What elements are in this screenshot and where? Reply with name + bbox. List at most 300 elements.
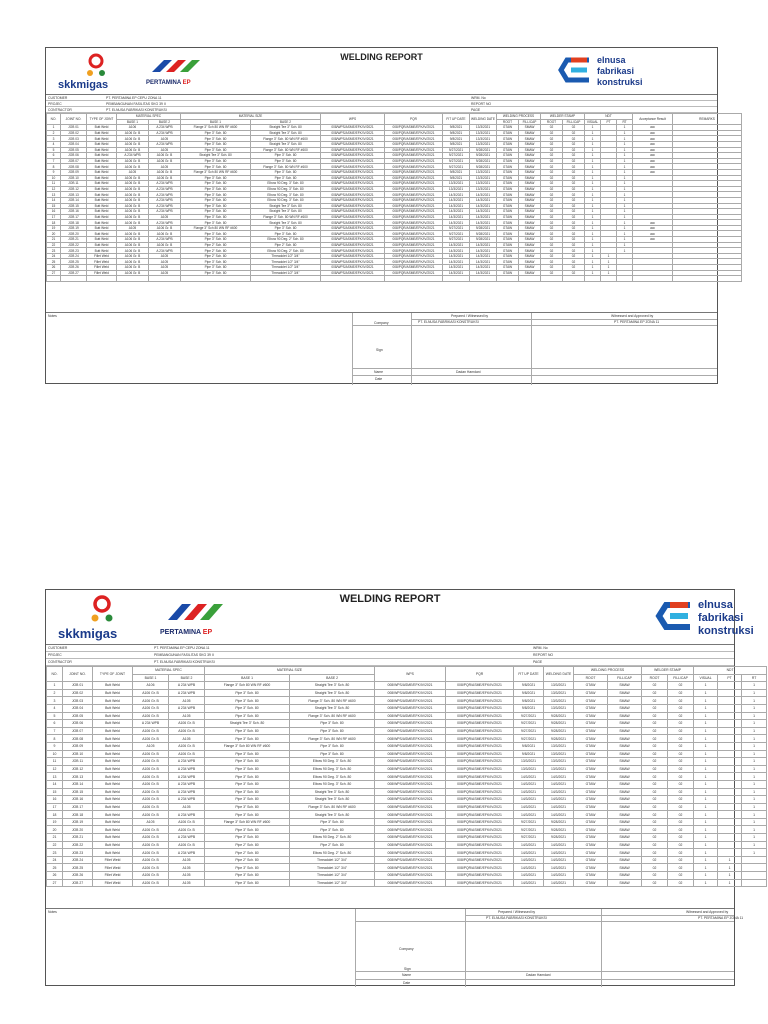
skkmigas-logo-text: skkmigas — [58, 79, 109, 91]
ndt-visual: 1 — [585, 248, 601, 254]
material-spec-base-2: A 234 WPB — [169, 811, 205, 819]
welding-date: 13/3/2021 — [544, 704, 574, 712]
joint-type: Butt Weld — [93, 811, 133, 819]
wps-cell: 008/WPS/ASME/EFK/IV/2021 — [321, 192, 385, 198]
material-spec-base-1: A106 Gr. B — [133, 765, 169, 773]
row-no: 22 — [47, 242, 61, 248]
process-root: GTAW — [497, 169, 519, 175]
stamp-root: 02 — [642, 727, 668, 735]
wps-cell: 008/WPS/ASME/EFK/IV/2021 — [321, 253, 385, 259]
col-header-stamp-root: ROOT — [541, 119, 563, 125]
customer-label: CUSTOMER — [48, 96, 68, 100]
joint-no: JOB 01 — [61, 125, 87, 131]
stamp-fillcap: 02 — [668, 682, 694, 690]
joint-type: Butt Weld — [93, 796, 133, 804]
company-owner: PT. PERTAMINA EP ZONA 11 — [698, 916, 744, 920]
material-spec-base-1: A106 Gr. B — [133, 727, 169, 735]
fitup-date: 14/3/2021 — [443, 197, 470, 203]
col-header-stamp-fillcap: FILL/CAP — [668, 674, 694, 682]
material-spec-base-2: A105 — [149, 253, 181, 259]
material-size-base-2: Pipe 3" Sch. 80 — [290, 720, 375, 728]
material-size-base-1: Pipe 3" Sch. 80 — [181, 237, 251, 243]
material-spec-base-2: A106 Gr. B — [149, 153, 181, 159]
welding-date: 14/3/2021 — [544, 811, 574, 819]
stamp-root: 02 — [541, 248, 563, 254]
wps-cell: 008/WPS/ASME/EFK/IV/2021 — [321, 186, 385, 192]
process-root: GTAW — [497, 130, 519, 136]
material-size-base-1: Pipe 2" Sch. 80 — [205, 841, 290, 849]
welding-report-sheet-2 — [45, 589, 757, 986]
row-no: 19 — [47, 818, 63, 826]
material-size-base-2: Pipe 3" Sch. 80 — [290, 742, 375, 750]
material-size-base-1: Flange 3" Sch 80 WN RF #600 — [205, 818, 290, 826]
ndt-rt: 1 — [617, 141, 633, 147]
table-row — [47, 742, 767, 750]
material-size-base-2: Elbow 90 Deg. 2" Sch. 80 — [251, 237, 321, 243]
pqr-cell: 008/PQR/ASME/EFK/IV/2021 — [446, 697, 514, 705]
col-header-size-base-2: BASE 2 — [290, 674, 375, 682]
ndt-visual: 1 — [585, 147, 601, 153]
process-root: GTAW — [497, 136, 519, 142]
ndt-visual: 1 — [694, 849, 718, 857]
elnusa-emblem-icon — [654, 596, 694, 636]
material-spec-base-2: A 234 WPB — [169, 788, 205, 796]
process-fillcap: SMAW — [608, 742, 642, 750]
wps-cell: 008/WPS/ASME/EFK/IV/2021 — [321, 225, 385, 231]
row-no: 8 — [47, 735, 63, 743]
pqr-cell: 008/PQR/ASME/EFK/IV/2021 — [385, 203, 443, 209]
process-root: GTAW — [574, 841, 608, 849]
pqr-cell: 008/PQR/ASME/EFK/IV/2021 — [446, 727, 514, 735]
stamp-root: 02 — [642, 849, 668, 857]
wps-cell: 008/WPS/ASME/EFK/IV/2021 — [321, 197, 385, 203]
fitup-date: 14/3/2021 — [514, 803, 544, 811]
ndt-rt: 1 — [617, 158, 633, 164]
pqr-cell: 008/PQR/ASME/EFK/IV/2021 — [446, 704, 514, 712]
process-root: GTAW — [574, 773, 608, 781]
ndt-visual: 1 — [585, 242, 601, 248]
acceptance-result: acc — [633, 164, 673, 170]
col-header-type: TYPE OF JOINT — [93, 667, 133, 682]
stamp-root: 02 — [642, 780, 668, 788]
wps-cell: 008/WPS/ASME/EFK/IV/2021 — [375, 818, 446, 826]
stamp-root: 02 — [541, 169, 563, 175]
row-no: 7 — [47, 727, 63, 735]
ndt-visual: 1 — [694, 834, 718, 842]
fitup-date: 9/8/2021 — [443, 125, 470, 131]
table-row — [47, 788, 767, 796]
report-header — [46, 48, 717, 95]
fitup-date: 13/3/2021 — [514, 758, 544, 766]
welding-date: 9/28/2021 — [470, 225, 497, 231]
material-size-base-2: Pipe 3" Sch. 80 — [251, 158, 321, 164]
row-no: 11 — [47, 758, 63, 766]
ndt-visual: 1 — [694, 704, 718, 712]
material-spec-base-2: A106 Gr. B — [169, 826, 205, 834]
col-header-process: WELDING PROCESS — [574, 667, 642, 675]
process-root: GTAW — [497, 231, 519, 237]
name-value: Dadan Hamdani — [526, 973, 551, 977]
pqr-cell: 008/PQR/ASME/EFK/IV/2021 — [385, 169, 443, 175]
row-no: 16 — [47, 796, 63, 804]
process-root: GTAW — [497, 158, 519, 164]
process-fillcap: SMAW — [608, 856, 642, 864]
material-spec-base-1: A106 Gr. B — [133, 735, 169, 743]
material-size-base-2: Straight Tee 3" Sch. 80 — [251, 203, 321, 209]
welding-date: 14/3/2021 — [470, 214, 497, 220]
wps-cell: 008/WPS/ASME/EFK/IV/2021 — [375, 758, 446, 766]
ndt-rt: 1 — [617, 181, 633, 187]
material-spec-base-2: A 234 WPB — [149, 125, 181, 131]
ndt-visual: 1 — [585, 164, 601, 170]
col-header-stamp: WELDER STAMP — [541, 114, 585, 120]
material-spec-base-1: A106 Gr. B — [117, 259, 149, 265]
col-header-base-2: BASE 2 — [149, 119, 181, 125]
table-row — [47, 864, 767, 872]
ndt-visual: 1 — [585, 225, 601, 231]
ndt-visual: 1 — [694, 697, 718, 705]
prepared-label: Prepared / Witnessed by — [498, 910, 536, 914]
fitup-date: 14/3/2021 — [443, 259, 470, 265]
col-header-wps: WPS — [375, 667, 446, 682]
wps-cell: 008/WPS/ASME/EFK/IV/2021 — [375, 834, 446, 842]
joint-type: Butt Weld — [93, 758, 133, 766]
material-spec-base-2: A 234 WPB — [169, 689, 205, 697]
ndt-rt — [742, 872, 767, 880]
ndt-rt: 1 — [617, 209, 633, 215]
ndt-rt: 1 — [742, 841, 767, 849]
material-size-base-1: Pipe 3" Sch. 80 — [205, 864, 290, 872]
ndt-visual: 1 — [694, 872, 718, 880]
process-fillcap: SMAW — [519, 153, 541, 159]
joint-no: JOB 10 — [63, 750, 93, 758]
pqr-cell: 008/PQR/ASME/EFK/IV/2021 — [385, 197, 443, 203]
ndt-rt: 1 — [617, 186, 633, 192]
material-size-base-2: Threadolet 1/2" 3/4" — [290, 879, 375, 887]
stamp-root: 02 — [642, 803, 668, 811]
stamp-fillcap: 02 — [668, 780, 694, 788]
joint-type: Fillet Weld — [93, 879, 133, 887]
joint-type: Butt Weld — [87, 125, 117, 131]
empty-cell — [617, 276, 633, 282]
row-no: 4 — [47, 141, 61, 147]
welding-date: 14/3/2021 — [470, 248, 497, 254]
welding-date: 13/3/2021 — [470, 175, 497, 181]
contractor-value: PT. ELNUSA FABRIKASI KONSTRUKSI — [154, 660, 215, 664]
joint-no: JOB 16 — [61, 209, 87, 215]
stamp-fillcap: 02 — [563, 125, 585, 131]
pertamina-logo — [156, 600, 236, 636]
ndt-visual: 1 — [694, 742, 718, 750]
joint-no: JOB 01 — [63, 682, 93, 690]
material-size-base-2: Elbow 90 Deg. 3" Sch. 80 — [290, 758, 375, 766]
material-size-base-2: Elbow 90 Deg. 3" Sch. 80 — [290, 773, 375, 781]
material-size-base-1: Pipe 3" Sch. 80 — [181, 130, 251, 136]
empty-cell — [181, 276, 251, 282]
process-root: GTAW — [574, 742, 608, 750]
material-size-base-2: Straight Tee 3" Sch. 80 — [251, 209, 321, 215]
acceptance-result: acc — [633, 153, 673, 159]
fitup-date: 9/8/2021 — [514, 742, 544, 750]
process-fillcap: SMAW — [519, 237, 541, 243]
ndt-pt: 1 — [601, 270, 617, 276]
wps-cell: 008/WPS/ASME/EFK/IV/2021 — [375, 704, 446, 712]
stamp-root: 02 — [541, 186, 563, 192]
empty-cell — [47, 276, 61, 282]
material-spec-base-1: A106 Gr. B — [117, 242, 149, 248]
material-spec-base-1: A106 Gr. B — [117, 209, 149, 215]
material-spec-base-1: A106 Gr. B — [133, 712, 169, 720]
wps-cell: 008/WPS/ASME/EFK/IV/2021 — [375, 856, 446, 864]
material-spec-base-2: A 234 WPB — [149, 141, 181, 147]
col-header-material-spec: MATERIAL SPEC — [117, 114, 181, 120]
material-spec-base-1: A106 Gr. B — [133, 849, 169, 857]
acceptance-result: acc — [633, 220, 673, 226]
contractor-row — [46, 659, 734, 666]
stamp-fillcap: 02 — [668, 796, 694, 804]
material-size-base-2: Straight Tee 3" Sch. 80 — [290, 704, 375, 712]
stamp-root: 02 — [642, 697, 668, 705]
material-spec-base-1: A106 Gr. B — [133, 788, 169, 796]
table-row — [47, 750, 767, 758]
ndt-visual: 1 — [694, 773, 718, 781]
row-no: 15 — [47, 203, 61, 209]
material-spec-base-1: A106 Gr. B — [133, 689, 169, 697]
pqr-cell: 008/PQR/ASME/EFK/IV/2021 — [385, 237, 443, 243]
project-label: PROJEC — [48, 102, 62, 106]
material-spec-base-2: A105 — [169, 697, 205, 705]
fitup-date: 9/8/2021 — [514, 689, 544, 697]
acceptance-result: acc — [633, 125, 673, 131]
process-fillcap: SMAW — [519, 175, 541, 181]
pqr-cell: 008/PQR/ASME/EFK/IV/2021 — [385, 220, 443, 226]
empty-cell — [321, 276, 385, 282]
joint-no: JOB 09 — [61, 169, 87, 175]
elnusa-line-1: elnusa — [698, 599, 733, 611]
ndt-pt — [718, 689, 742, 697]
ndt-visual: 1 — [694, 864, 718, 872]
stamp-root: 02 — [642, 758, 668, 766]
material-spec-base-2: A105 — [149, 164, 181, 170]
ndt-pt: 1 — [601, 265, 617, 271]
row-no: 26 — [47, 872, 63, 880]
stamp-fillcap: 02 — [563, 175, 585, 181]
material-spec-base-1: A106 Gr. B — [117, 231, 149, 237]
wrm-label: WRM. No — [533, 646, 548, 650]
table-row — [47, 689, 767, 697]
material-size-base-1: Pipe 3" Sch. 80 — [205, 727, 290, 735]
pqr-cell: 008/PQR/ASME/EFK/IV/2021 — [446, 803, 514, 811]
row-no: 21 — [47, 834, 63, 842]
material-spec-base-1: A106 Gr. B — [133, 841, 169, 849]
ndt-pt — [718, 735, 742, 743]
empty-cell — [497, 276, 519, 282]
material-size-base-2: Pipe 3" Sch. 80 — [290, 750, 375, 758]
joint-type: Butt Weld — [87, 231, 117, 237]
ndt-visual: 1 — [694, 750, 718, 758]
row-no: 11 — [47, 181, 61, 187]
ndt-pt: 1 — [718, 856, 742, 864]
ndt-visual: 1 — [585, 214, 601, 220]
material-spec-base-1: A106 Gr. B — [117, 248, 149, 254]
table-row — [47, 811, 767, 819]
acceptance-result: acc — [633, 141, 673, 147]
welding-date: 13/3/2021 — [544, 697, 574, 705]
material-size-base-1: Pipe 3" Sch. 80 — [181, 181, 251, 187]
row-no: 14 — [47, 197, 61, 203]
stamp-root: 02 — [642, 689, 668, 697]
ndt-pt — [718, 697, 742, 705]
stamp-fillcap: 02 — [563, 181, 585, 187]
joint-no: JOB 05 — [63, 712, 93, 720]
joint-no: JOB 19 — [61, 225, 87, 231]
process-root: GTAW — [497, 265, 519, 271]
material-spec-base-2: A105 — [169, 872, 205, 880]
welding-date: 14/3/2021 — [470, 209, 497, 215]
stamp-fillcap: 02 — [668, 849, 694, 857]
material-size-base-1: Pipe 3" Sch. 80 — [181, 214, 251, 220]
material-spec-base-1: A106 Gr. B — [117, 197, 149, 203]
joint-type: Butt Weld — [87, 181, 117, 187]
pqr-cell: 008/PQR/ASME/EFK/IV/2021 — [385, 242, 443, 248]
notes-label: Notes — [48, 910, 57, 914]
process-fillcap: SMAW — [519, 147, 541, 153]
stamp-fillcap: 02 — [668, 697, 694, 705]
pqr-cell: 008/PQR/ASME/EFK/IV/2021 — [385, 141, 443, 147]
material-spec-base-2: A 234 WPB — [169, 682, 205, 690]
material-size-base-1: Pipe 3" Sch. 80 — [205, 796, 290, 804]
ndt-rt: 1 — [617, 220, 633, 226]
material-size-base-2: Elbow 90 Deg. 3" Sch. 80 — [251, 181, 321, 187]
process-root: GTAW — [497, 141, 519, 147]
stamp-root: 02 — [642, 765, 668, 773]
material-size-base-1: Pipe 3" Sch. 80 — [181, 136, 251, 142]
company-contractor: PT. ELNUSA FABRIKASI KONSTRUKSI — [418, 320, 479, 324]
ndt-rt: 1 — [617, 175, 633, 181]
row-no: 6 — [47, 720, 63, 728]
report-title: WELDING REPORT — [339, 593, 441, 605]
row-no: 6 — [47, 153, 61, 159]
process-fillcap: SMAW — [608, 803, 642, 811]
process-root: GTAW — [574, 697, 608, 705]
row-no: 17 — [47, 214, 61, 220]
joint-no: JOB 21 — [63, 834, 93, 842]
material-spec-base-1: A105 — [117, 169, 149, 175]
material-size-base-2: Straight Tee 3" Sch. 80 — [251, 130, 321, 136]
joint-no: JOB 02 — [61, 130, 87, 136]
stamp-root: 02 — [541, 158, 563, 164]
stamp-fillcap: 02 — [668, 758, 694, 766]
pqr-cell: 008/PQR/ASME/EFK/IV/2021 — [446, 780, 514, 788]
stamp-root: 02 — [642, 720, 668, 728]
pqr-cell: 008/PQR/ASME/EFK/IV/2021 — [446, 849, 514, 857]
fitup-date: 14/3/2021 — [514, 788, 544, 796]
row-no: 9 — [47, 169, 61, 175]
joint-type: Butt Weld — [93, 773, 133, 781]
material-spec-base-1: A106 Gr. B — [117, 164, 149, 170]
col-header-root: ROOT — [574, 674, 608, 682]
page-label: PAGE — [533, 660, 543, 664]
joint-no: JOB 27 — [63, 879, 93, 887]
pqr-cell: 008/PQR/ASME/EFK/IV/2021 — [385, 214, 443, 220]
row-no: 24 — [47, 253, 61, 259]
col-header-stamp: WELDER STAMP — [642, 667, 694, 675]
row-no: 23 — [47, 248, 61, 254]
material-size-base-2: Threadolet 1/2" 3/4" — [251, 253, 321, 259]
material-spec-base-2: A106 Gr. B — [169, 720, 205, 728]
ndt-pt: 1 — [718, 879, 742, 887]
acceptance-result: acc — [633, 225, 673, 231]
process-root: GTAW — [574, 879, 608, 887]
ndt-visual: 1 — [694, 689, 718, 697]
material-spec-base-1: A105 — [133, 818, 169, 826]
wps-cell: 008/WPS/ASME/EFK/IV/2021 — [375, 773, 446, 781]
pqr-cell: 008/PQR/ASME/EFK/IV/2021 — [385, 225, 443, 231]
ndt-visual: 1 — [694, 712, 718, 720]
company-owner: PT. PERTAMINA EP ZONA 11 — [614, 320, 660, 324]
welding-date: 9/28/2021 — [470, 147, 497, 153]
fitup-date: 14/3/2021 — [514, 849, 544, 857]
name-label: Name — [402, 973, 412, 977]
row-no: 7 — [47, 158, 61, 164]
fitup-date: 14/3/2021 — [443, 253, 470, 259]
ndt-rt: 1 — [742, 826, 767, 834]
joint-type: Butt Weld — [93, 704, 133, 712]
fitup-date: 9/8/2021 — [514, 682, 544, 690]
table-row — [47, 818, 767, 826]
pqr-cell: 008/PQR/ASME/EFK/IV/2021 — [385, 181, 443, 187]
stamp-fillcap: 02 — [563, 253, 585, 259]
process-root: GTAW — [497, 242, 519, 248]
material-size-base-1: Pipe 3" Sch. 80 — [205, 872, 290, 880]
process-root: GTAW — [574, 872, 608, 880]
material-size-base-1: Pipe 3" Sch. 80 — [205, 826, 290, 834]
joint-no: JOB 15 — [63, 788, 93, 796]
process-fillcap: SMAW — [519, 186, 541, 192]
material-size-base-1: Pipe 2" Sch. 80 — [205, 856, 290, 864]
fitup-date: 14/3/2021 — [514, 796, 544, 804]
material-size-base-1: Pipe 3" Sch. 80 — [205, 879, 290, 887]
empty-cell — [385, 276, 443, 282]
joint-type: Butt Weld — [87, 169, 117, 175]
joint-type: Butt Weld — [87, 214, 117, 220]
row-no: 12 — [47, 186, 61, 192]
joint-no: JOB 18 — [61, 220, 87, 226]
material-size-base-1: Pipe 3" Sch. 80 — [181, 209, 251, 215]
material-spec-base-1: A106 Gr. B — [133, 796, 169, 804]
joint-no: JOB 02 — [63, 689, 93, 697]
process-root: GTAW — [574, 704, 608, 712]
col-header-root: ROOT — [497, 119, 519, 125]
process-fillcap: SMAW — [608, 879, 642, 887]
fitup-date: 14/3/2021 — [514, 773, 544, 781]
ndt-rt: 1 — [617, 169, 633, 175]
col-header-acceptance: Acceptance Result — [633, 114, 673, 125]
joint-no: JOB 09 — [63, 742, 93, 750]
wps-cell: 008/WPS/ASME/EFK/IV/2021 — [375, 788, 446, 796]
material-spec-base-1: A105 — [133, 742, 169, 750]
row-no: 3 — [47, 697, 63, 705]
empty-cell — [519, 276, 541, 282]
material-size-base-2: Straight Tee 3" Sch. 80 — [290, 682, 375, 690]
welding-date: 9/28/2021 — [470, 153, 497, 159]
stamp-root: 02 — [642, 704, 668, 712]
wps-cell: 008/WPS/ASME/EFK/IV/2021 — [375, 720, 446, 728]
material-spec-base-2: A105 — [149, 265, 181, 271]
welding-table-body — [47, 682, 767, 887]
joint-no: JOB 20 — [61, 231, 87, 237]
stamp-root: 02 — [541, 242, 563, 248]
